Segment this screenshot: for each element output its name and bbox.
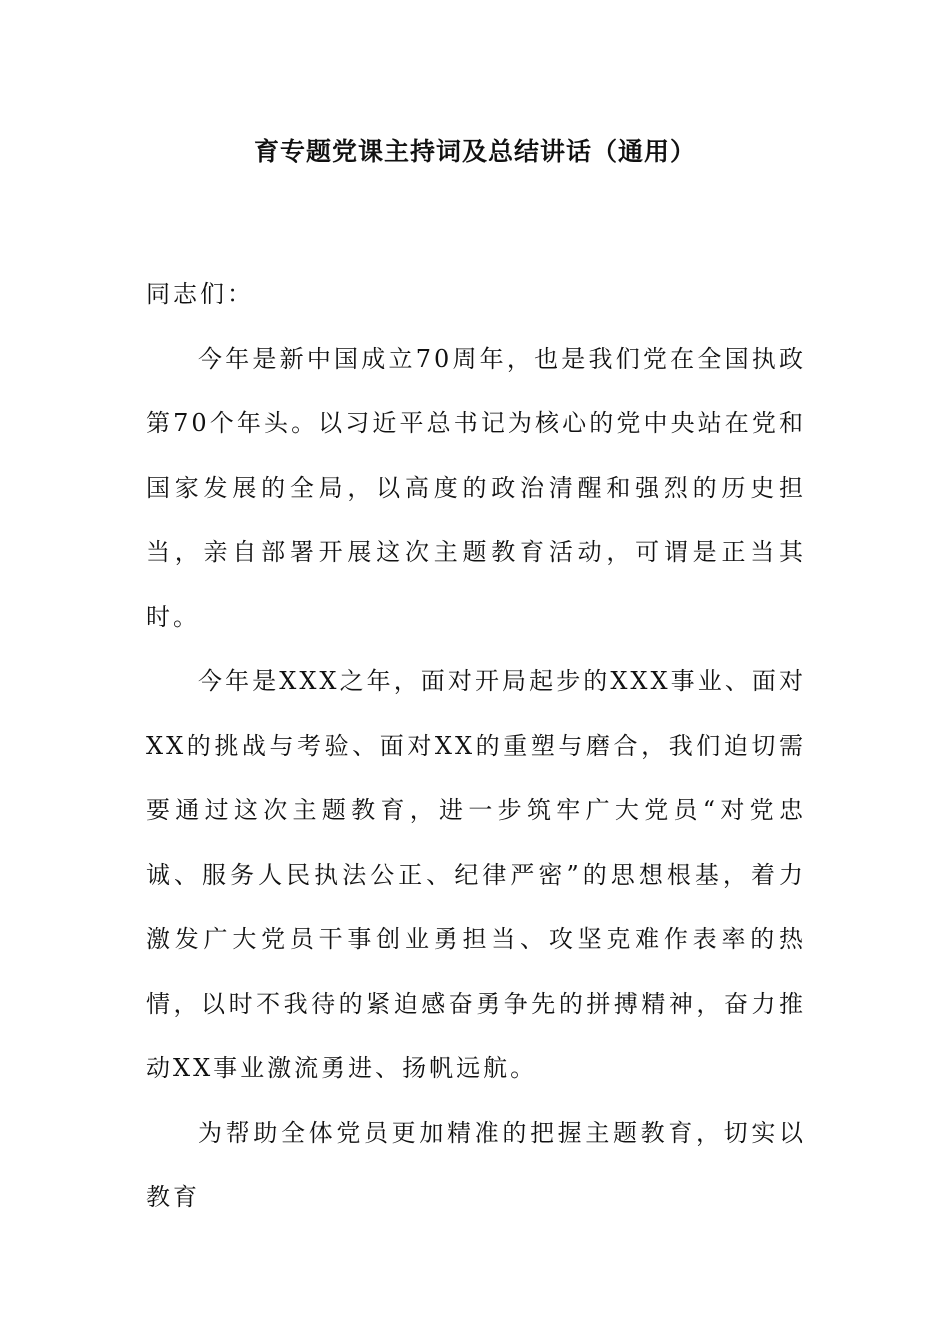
salutation: 同志们：	[146, 280, 254, 308]
paragraph-2: 今年是XXX之年，面对开局起步的XXX事业、面对XX的挑战与考验、面对XX的重塑与磨合，我们迫切需要通过这次主题教育，进一步筑牢广大党员“对党忠诚、服务人民执法公正、纪律严密”的思想根基，着力激发广大党员干事创业勇担当、攻坚克难作表率的热情，以时不我待的紧迫感奋勇争先的拼搏精神，奋力推动XX事业激流勇进、扬帆远航。	[146, 667, 806, 1082]
paragraph-3: 为帮助全体党员更加精准的把握主题教育，切实以教育	[146, 1118, 806, 1211]
paragraph-1: 今年是新中国成立70周年，也是我们党在全国执政第70个年头。以习近平总书记为核心的党中央站在党和国家发展的全局，以高度的政治清醒和强烈的历史担当，亲自部署开展这次主题教育活动，可谓是正当其时。	[146, 344, 806, 631]
document-title: 育专题党课主持词及总结讲话（通用）	[253, 137, 696, 166]
document-body	[146, 262, 806, 1230]
